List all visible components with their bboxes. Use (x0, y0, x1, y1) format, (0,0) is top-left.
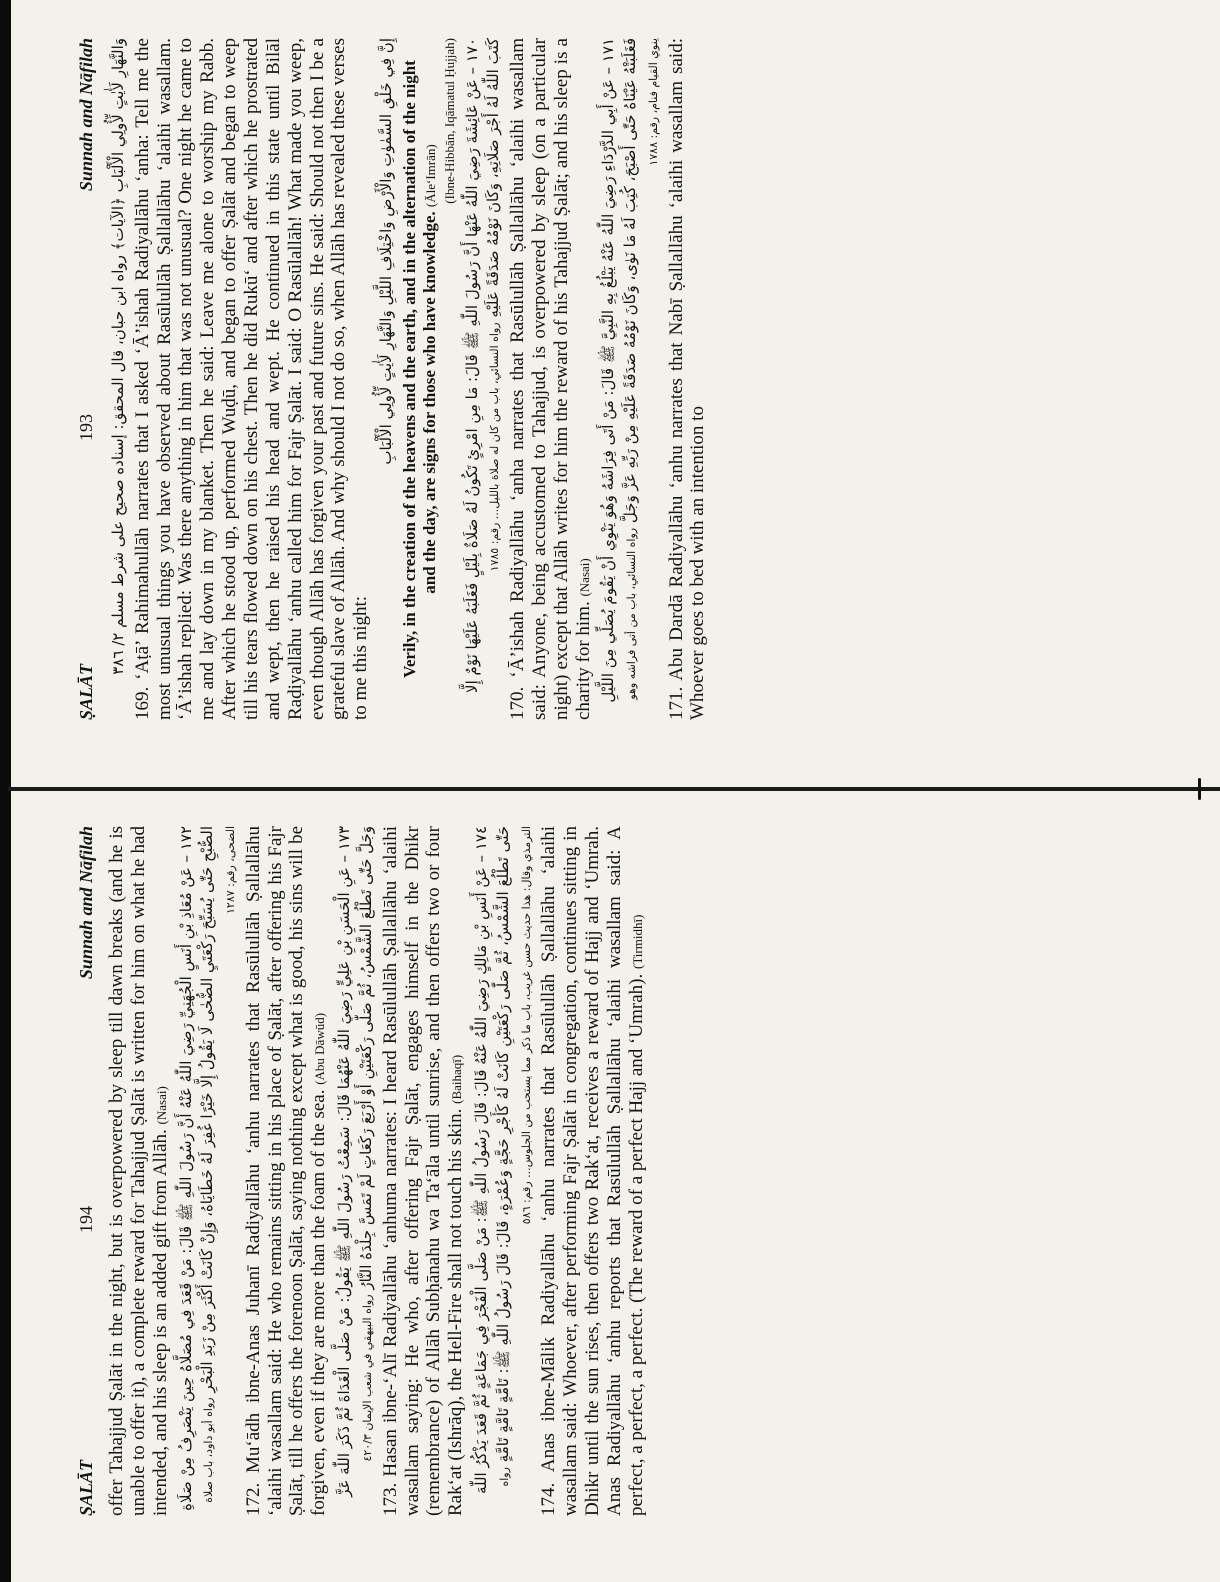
page-body (12, 8, 1220, 780)
arabic-text: ١٧٣ – عَنِ الْحَسَنِ بْنِ عَلِيٍّ رَضِيَ اللّٰهُ عَنْهُمَا قَالَ: سَمِعْتُ رَسُولَ اللّٰهِ ﷺ يَقُولُ: مَنْ صَلَّى الْغَدَاةَ ثُمَّ ذَكَرَ اللّٰهَ عَزَّ وَجَلَّ حَتّٰى تَطْلُعَ الشَّمْسُ، ثُمَّ صَلّٰى رَكْعَتَيْنِ أَوْ أَرْبَعَ رَكَعَاتٍ لَمْ تَمَسَّ جِلْدَهُ النَّارُ (335, 826, 375, 1497)
book-binding-edge (0, 0, 11, 1582)
arabic-source: رواه النسائي، باب من أتى فراشه وهو ينوي القيام فنام، رقم: ١٧٨٨ (625, 38, 660, 700)
arabic-source: رواه البيهقي في شعب الإيمان ٤٢٠/٣ (360, 1294, 374, 1462)
hadith-text: 174. Anas ibne-Mālik Radiyallāhu ‘anhu narrates that Rasūlullāh Ṣallallāhu ‘alaihi wasallam said: Whoever, after performing Fajr Ṣalāt in congregation, continues sitting in Dhikr until the sun rises, then offers two Rak‘at, receives a reward of Hajj and ‘Umrah. Anas Radiyallāhu ‘anhu reports that Rasūlullāh Ṣallallāhu ‘alaihi wasallam said: A perfect, a perfect, a perfect. (The reward of a perfect Hajj and ‘Umrah). (538, 826, 647, 1516)
hadith-source: (Baihaqī) (449, 1054, 465, 1104)
page-number: 193 (76, 414, 96, 442)
header-section-title: ṢALĀT (76, 1459, 96, 1516)
hadith-text: 172. Mu‘ādh ibne-Anas Juhanī Radiyallāhu ‘anhu narrates that Rasūlullāh Ṣallallāhu ‘alaihi wasallam said: He who remains sitting in his place of Ṣalāt, after offering his Fajr Ṣalāt, till he offers the forenoon Ṣalāt, saying nothing except what is good, his sins will be forgiven, even if they are more than the foam of the sea. (242, 826, 330, 1516)
page-193 (12, 8, 1220, 780)
page-number: 194 (76, 1206, 96, 1234)
arabic-source: رواه أبو داود، باب صلاة الضحى، رقم: ١٢٨٧ (202, 826, 238, 1503)
arabic-text: ١٧٠ – عَنْ عَائِشَةَ رَضِيَ اللّٰهُ عَنْهَا أَنَّ رَسُولَ اللّٰهِ ﷺ قَالَ: مَا مِنِ امْرِئٍ تَكُونُ لَهُ صَلَاةٌ بِلَيْلٍ فَغَلَبَهُ عَلَيْهَا نَوْمٌ إِلَّا كَتَبَ اللّٰهُ لَهُ أَجْرَ صَلَاتِهِ، وَكَانَ نَوْمُهُ صَدَقَةً عَلَيْهِ (462, 38, 503, 693)
quran-verse-arabic: إِنَّ فِي خَلْقِ السَّمٰوٰتِ وَالْأَرْضِ وَاخْتِلَافِ اللَّيْلِ وَالنَّهَارِ لَأٰيٰتٍ لِّأُولِي الْأَلْبَابِ (377, 38, 396, 465)
hadith-172-arabic (176, 826, 241, 1516)
book-spine-divider (8, 787, 1220, 791)
arabic-text: ١٧١ – عَنْ أَبِي الدَّرْدَاءِ رَضِيَ اللّٰهُ عَنْهُ يَبْلُغُ بِهِ النَّبِيَّ ﷺ قَالَ: مَنْ أَتَى فِرَاشَهُ وَهُوَ يَنْوِي أَنْ يَقُومَ يُصَلِّي مِنَ اللَّيْلِ فَغَلَبَتْهُ عَيْنَاهُ حَتّٰى أَصْبَحَ، كُتِبَ لَهُ مَا نَوٰى، وَكَانَ نَوْمُهُ صَدَقَةً عَلَيْهِ مِنْ رَبِّهِ عَزَّ وَجَلَّ (599, 38, 640, 703)
hadith-source: (Nasai) (576, 558, 592, 597)
hadith-171-arabic (598, 38, 663, 720)
header-chapter-title: Sunnah and Nāfilah (76, 826, 96, 980)
header-section-title: ṢALĀT (76, 663, 96, 720)
header-chapter-title: Sunnah and Nāfilah (76, 38, 96, 192)
hadith-171-text: 171. Abu Dardā Radiyallāhu ‘anhu narrates that Nabī Ṣallallāhu ‘alaihi wasallam said: Whoever goes to bed with an intention to (665, 38, 709, 720)
hadith-169-source: (Ibne-Hibbān, Iqāmatul Ḥujjah) (441, 38, 457, 204)
hadith-source: (Nasai) (153, 1086, 169, 1125)
hadith-169-text: 169. ‘Aṭā’ Rahimahullāh narrates that I asked ‘Ā’ishah Radiyallāhu ‘anha: Tell me the most unusual things you have observed about Rasūlullāh Ṣallallāhu ‘alaihi wasallam. ‘Ā’ishah replied: Was there anything in him that was not unusual? One night he came to me and lay down in my blanket. Then he said: Leave me alone to worship my Rabb. After which he stood up, performed Wuḍū, and began to offer Ṣalāt and began to weep till his tears flowed down on his chest. Then he did Rukū‘ and after which he prostrated and wept, then he raised his head and wept. He continued in this state until Bilāl Raḍiyallāhu ‘anhu called him for Fajr Ṣalāt. I said: O Rasūlallāh! What made you weep, even though Allāh has forgiven your past and future sins. He said: Should not then I be a grateful slave of Allāh. And why should I not do so, when Allāh has revealed these verses to me this night: (131, 38, 372, 720)
hadith-text: 170. ‘Ā’ishah Radiyallāhu ‘anha narrates that Rasūlullāh Ṣallallāhu ‘alaihi wasallam said: Anyone, being accustomed to Tahajjud, is overpowered by sleep (on a particular night) except that Allāh writes for him the reward of his Tahajjud Ṣalāt; and his sleep is a charity for him. (507, 38, 594, 720)
verse-english: Verily, in the creation of the heavens and the earth, and in the alternation of the night and the day, are signs for those who have knowledge. (399, 60, 440, 678)
quran-verse-translation (400, 58, 441, 680)
verse-reference: (Āle‘Imrān) (423, 144, 439, 208)
arabic-text: ١٧٤ – عَنْ أَنَسِ بْنِ مَالِكٍ رَضِيَ اللّٰهُ عَنْهُ قَالَ: قَالَ رَسُولُ اللّٰهِ ﷺ: مَنْ صَلَّى الْفَجْرَ فِي جَمَاعَةٍ ثُمَّ قَعَدَ يَذْكُرُ اللّٰهَ حَتّٰى تَطْلُعَ الشَّمْسُ، ثُمَّ صَلّٰى رَكْعَتَيْنِ كَانَتْ لَهُ كَأَجْرِ حَجَّةٍ وَعُمْرَةٍ، قَالَ: قَالَ رَسُولُ اللّٰهِ ﷺ: تَامَّةٍ تَامَّةٍ تَامَّةٍ (472, 826, 512, 1495)
hadith-173-arabic (334, 826, 378, 1516)
hadith-174-arabic (471, 826, 536, 1516)
hadith-text: 173. Hasan ibne-‘Alī Radiyallāhu ‘anhuma narrates: I heard Rasūlullāh Ṣallallāhu ‘alaihi wasallam saying: He who, after offering Fajr Ṣalāt, engages himself in the Dhikr (remembrance) of Allāh Subḥānahu wa Ta‘āla until sunrise, and then offers two or four Rak‘at (Ishrāq), the Hell-Fire shall not touch his skin. (379, 826, 467, 1516)
hadith-170-text (507, 38, 594, 720)
hadith-171-continued (106, 826, 172, 1516)
page-194 (12, 796, 1220, 1576)
arabic-source: رواه النسائي، باب من كان له صلاة بالليل... رقم: ١٧٨٥ (488, 322, 502, 572)
hadith-source: (Tirmidhī) (629, 914, 645, 970)
arabic-source: رواه الترمذي وقال: هذا حديث حسن غريب، باب ما ذكر مما يستحب من الجلوس... رقم: ٥٨٦ (497, 826, 533, 1487)
page-body (12, 796, 1220, 1576)
hadith-170-arabic (462, 38, 506, 720)
hadith-173-text (380, 826, 467, 1516)
hadith-172-text (243, 826, 330, 1516)
arabic-text: ١٧٢ – عَنْ مُعَاذِ بْنِ أَنَسٍ الْجُهَنِيِّ رَضِيَ اللّٰهُ عَنْهُ أَنَّ رَسُولَ اللّٰهِ ﷺ قَالَ: مَنْ قَعَدَ فِي مُصَلَّاهُ حِينَ يَنْصَرِفُ مِنْ صَلَاةِ الصُّبْحِ حَتّٰى يُسَبِّحَ رَكْعَتَيِ الضُّحٰى لَا يَقُولُ إِلَّا خَيْرًا غُفِرَ لَهُ خَطَايَاهُ، وَإِنْ كَانَتْ أَكْثَرَ مِنْ زَبَدِ الْبَحْرِ (176, 826, 217, 1511)
hadith-174-text (538, 826, 647, 1516)
hadith-text: offer Tahajjud Ṣalāt in the night, but is overpowered by sleep till dawn breaks (and he is unable to offer it), a complete reward for Tahajjud Ṣalāt is written for him on what he had intended, and his sleep is an added gift from Allāh. (106, 826, 171, 1516)
arabic-verse-ending: وَالنَّهَارِ لَأٰيٰتٍ لِّأُولِي الْأَلْبَابِ ﴿الآيات﴾ رواه ابن حبان، قال المحقق: إسناده صحيح على شرط مسلم ٢/ ٣٨٦ (109, 38, 127, 675)
hadith-source: (Abu Dāwūd) (312, 1012, 328, 1085)
